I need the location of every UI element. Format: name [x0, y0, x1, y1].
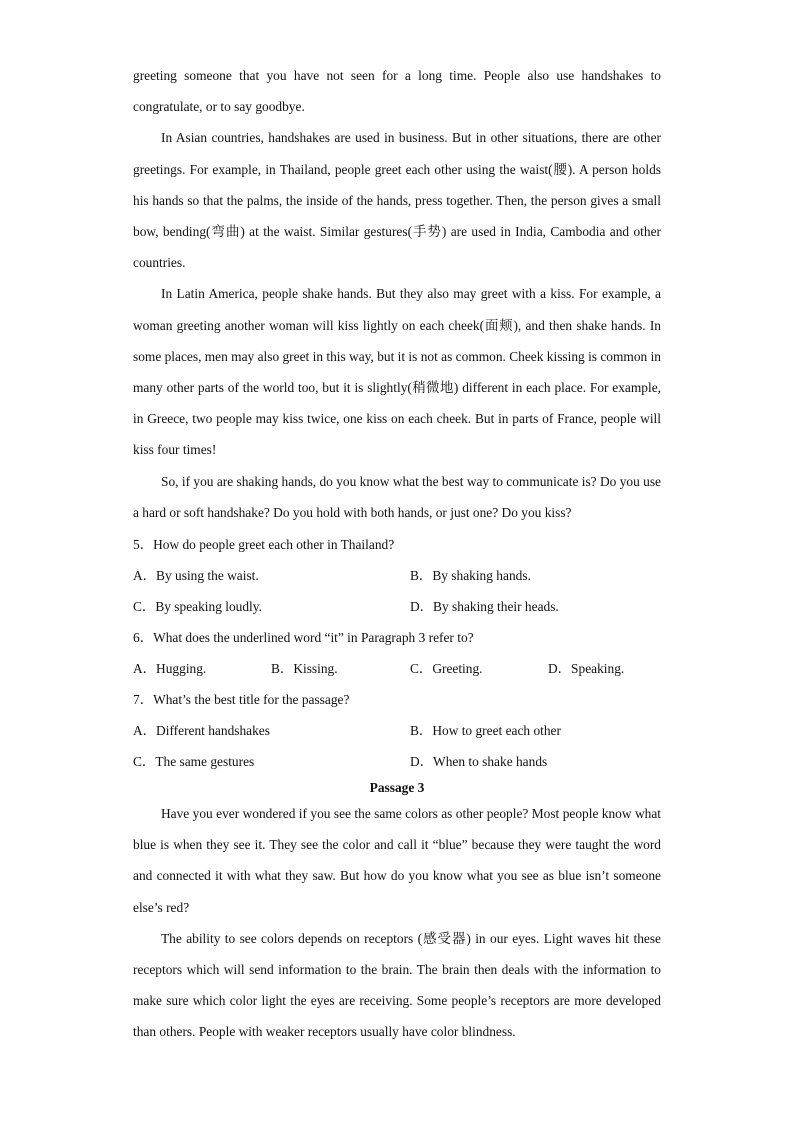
- question-6-option-c[interactable]: C．Greeting.: [410, 661, 483, 676]
- question-6-option-b[interactable]: B．Kissing.: [271, 661, 338, 676]
- passage3-paragraph-2: The ability to see colors depends on receptors (感受器) in our eyes. Light waves hit these receptors which will send information to the brain. The brain then deals with the information to make sure which color light the eyes are receiving. Some people’s receptors are more developed than others. People with weaker receptors usually have color blindness.: [133, 930, 661, 1040]
- passage3-paragraph-1: Have you ever wondered if you see the same colors as other people? Most people know what blue is when they see it. They see the color and call it “blue” because they were taught the word and connected it with what they saw. But how do you know what you see as blue isn’t someone else’s red?: [133, 806, 661, 915]
- paragraph-asia: In Asian countries, handshakes are used in business. But in other situations, there are other greetings. For example, in Thailand, people greet each other using the waist(腰). A person holds his hands so that the palms, the inside of the hands, press together. Then, the person gives a small bow, bending(弯曲) at the waist. Similar gestures(手势) are used in India, Cambodia and other countries.: [133, 130, 661, 271]
- question-5-option-a[interactable]: A．By using the waist.: [133, 568, 259, 583]
- question-7-option-a[interactable]: A．Different handshakes: [133, 723, 270, 738]
- question-7-stem: 7．What’s the best title for the passage?: [133, 692, 350, 707]
- paragraph-closing-questions: So, if you are shaking hands, do you know what the best way to communicate is? Do you use a hard or soft handshake? Do you hold with both hands, or just one? Do you kiss?: [133, 473, 661, 520]
- question-6-stem: 6．What does the underlined word “it” in Paragraph 3 refer to?: [133, 630, 474, 645]
- passage3-text: [133, 798, 661, 1048]
- passage3-heading: Passage 3: [369, 780, 425, 795]
- question-5-option-b[interactable]: B．By shaking hands.: [410, 568, 531, 583]
- paragraph-latin-america: In Latin America, people shake hands. But they also may greet with a kiss. For example, a woman greeting another woman will kiss lightly on each cheek(面颊), and then shake hands. In some places, men may also greet in this way, but it is not as common. Cheek kissing is common in many other parts of the world too, but it is slightly(稍微地) different in each place. For example, in Greece, two people may kiss twice, one kiss on each cheek. But in parts of France, people will kiss four times!: [133, 286, 661, 458]
- question-7-option-d[interactable]: D．When to shake hands: [410, 754, 548, 769]
- question-5-stem: 5．How do people greet each other in Thailand?: [133, 537, 395, 552]
- passage2-text: [133, 60, 661, 528]
- question-7-option-b[interactable]: B．How to greet each other: [410, 723, 561, 738]
- question-6-option-d[interactable]: D．Speaking.: [548, 661, 625, 676]
- question-5-option-c[interactable]: C．By speaking loudly.: [133, 599, 262, 614]
- question-5-option-d[interactable]: D．By shaking their heads.: [410, 599, 559, 614]
- question-7-option-c[interactable]: C．The same gestures: [133, 754, 255, 769]
- paragraph-continued: greeting someone that you have not seen for a long time. People also use handshakes to congratulate, or to say goodbye.: [133, 68, 661, 115]
- question-6-option-a[interactable]: A．Hugging.: [133, 661, 207, 676]
